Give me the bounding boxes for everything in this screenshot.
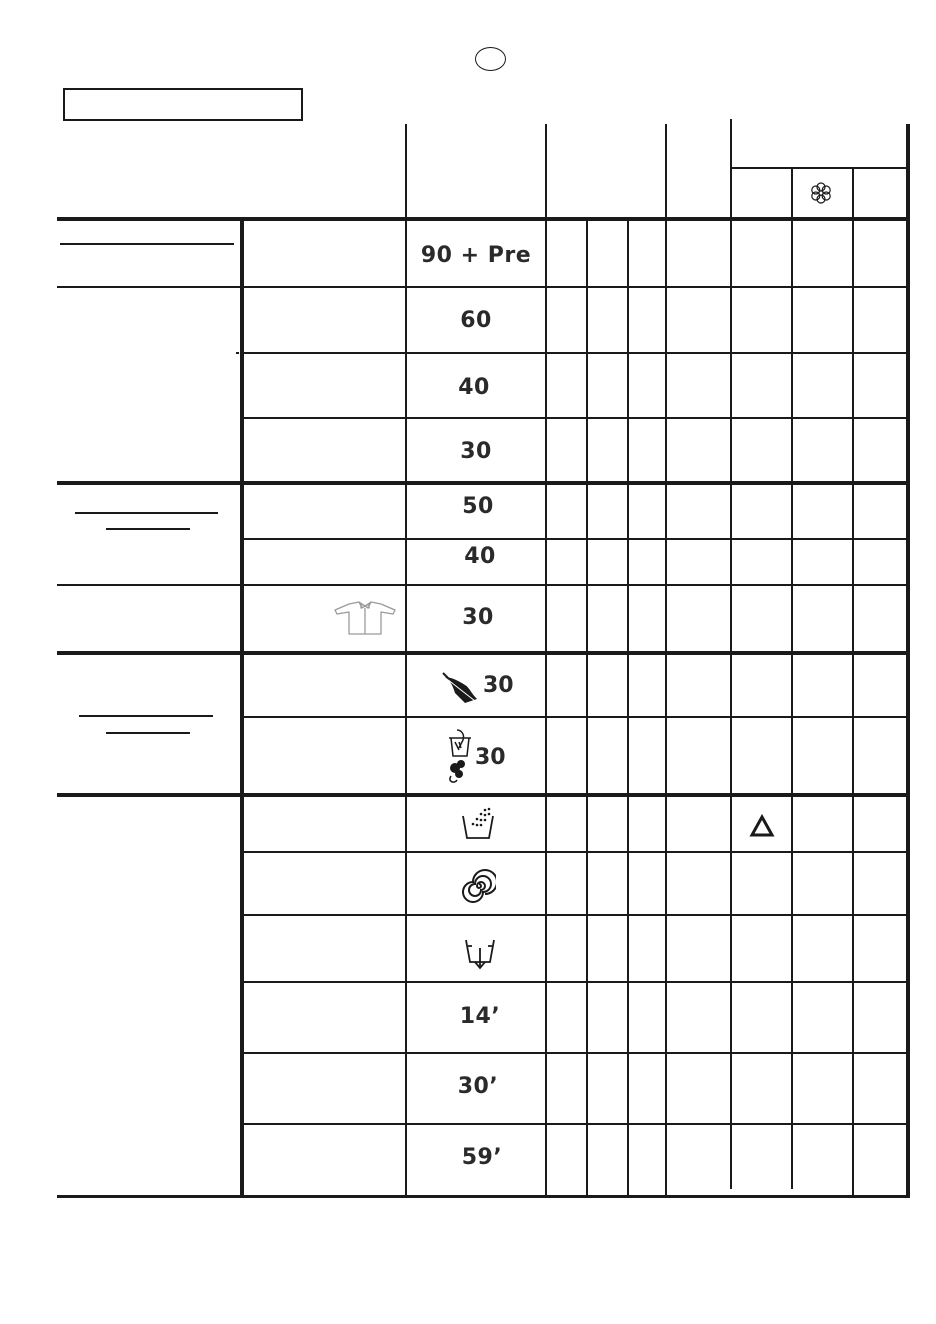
bleach-triangle-icon bbox=[749, 814, 775, 838]
temp-row-9: 30 bbox=[475, 745, 506, 770]
section-title-box bbox=[63, 88, 303, 121]
temp-row-15: 59’ bbox=[461, 1145, 503, 1170]
temp-row-4: 30 bbox=[460, 439, 492, 464]
rinse-icon bbox=[459, 806, 497, 842]
drain-icon bbox=[462, 934, 498, 970]
spin-icon bbox=[462, 869, 496, 903]
feather-icon bbox=[441, 671, 481, 705]
temp-row-1: 90 + Pre bbox=[420, 243, 532, 268]
softener-flower-icon bbox=[809, 181, 833, 205]
temp-row-14: 30’ bbox=[457, 1074, 499, 1099]
language-circle bbox=[475, 47, 506, 71]
temp-row-7: 30 bbox=[462, 605, 494, 630]
temp-row-3: 40 bbox=[458, 375, 490, 400]
shirt-icon bbox=[333, 600, 397, 636]
temp-row-5: 50 bbox=[462, 494, 494, 519]
temp-row-13: 14’ bbox=[459, 1004, 501, 1029]
handwash-wool-icon bbox=[443, 728, 479, 786]
temp-row-2: 60 bbox=[460, 308, 492, 333]
temp-row-6: 40 bbox=[464, 544, 496, 569]
temp-row-8: 30 bbox=[483, 673, 514, 698]
